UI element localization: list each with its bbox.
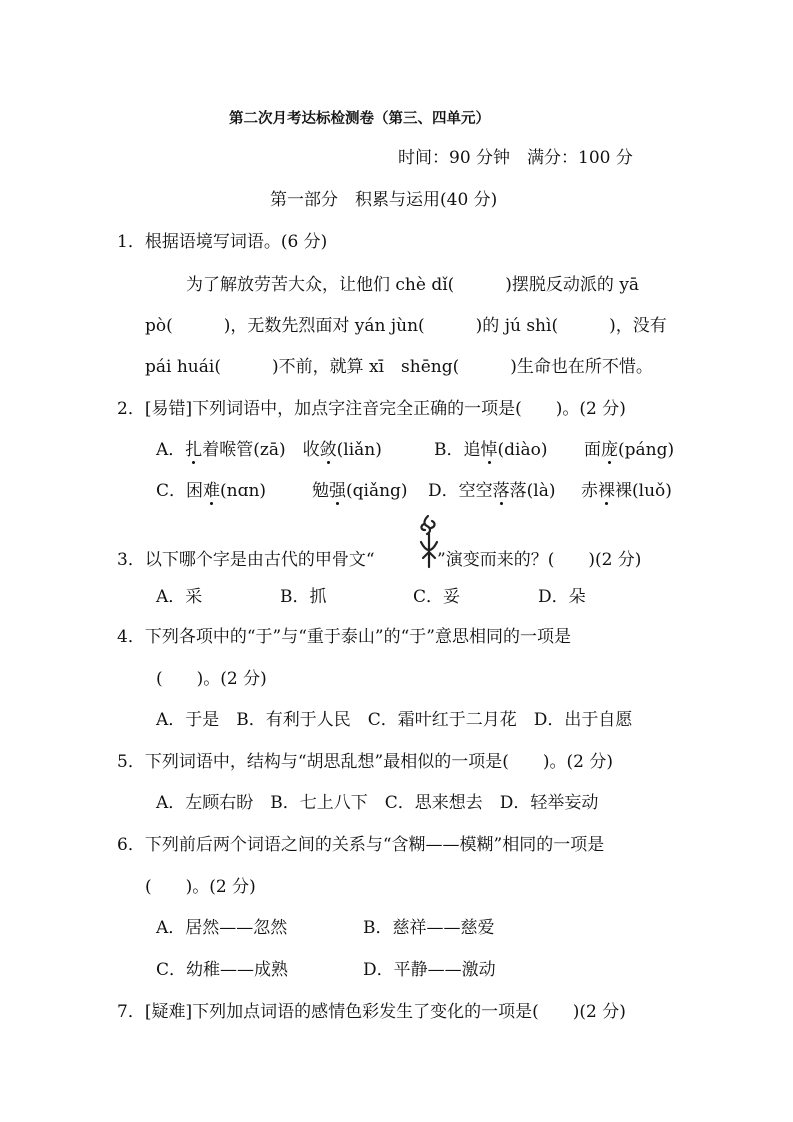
q2-option-a xyxy=(156,440,382,460)
q2-option-d-second-word xyxy=(581,481,672,501)
q4-options: A．于是 B．有利于人民 C．霜叶红于二月花 D．出于自愿 xyxy=(156,710,633,730)
q2-option-d-part: D．空空 xyxy=(428,481,493,501)
q1-line-2: pò( )，无数先烈面对 yán jùn( )的 jú shì( )，没有 xyxy=(145,316,667,336)
q3-stem-part-2: ”演变而来的？( )(2 分) xyxy=(437,550,642,570)
q6-option-a: A．居然——忽然 xyxy=(156,918,288,938)
dotted-char: 难 xyxy=(203,481,221,501)
q6-option-b: B．慈祥——慈爱 xyxy=(363,918,495,938)
q5-options: A．左顾右盼 B．七上八下 C．思来想去 D．轻举妄动 xyxy=(156,793,599,813)
q2-stem: 2．[易错]下列词语中，加点字注音完全正确的一项是( )。(2 分) xyxy=(117,399,626,419)
q2-option-b-part: B．追 xyxy=(434,440,481,460)
q6-stem-cont: ( )。(2 分) xyxy=(145,877,256,897)
q4-stem-cont: ( )。(2 分) xyxy=(156,669,267,689)
q3-option-b: B．抓 xyxy=(280,587,327,607)
q2-option-d-part: 赤 xyxy=(581,481,598,501)
page-title: 第二次月考达标检测卷（第三、四单元） xyxy=(229,110,490,127)
q2-option-c-part: C．困 xyxy=(156,481,204,501)
q6-option-d: D．平静——激动 xyxy=(363,960,496,980)
q3-option-c: C．妥 xyxy=(413,587,461,607)
q2-option-b-part: (diào) xyxy=(497,440,548,460)
q2-option-c-part: 勉 xyxy=(312,481,329,501)
q2-option-a-part: 着喉管(zā) 收 xyxy=(202,440,320,460)
q1-line-1: 为了解放劳苦大众，让他们 chè dǐ( )摆脱反动派的 yā xyxy=(186,275,640,295)
dotted-char: 庞 xyxy=(601,440,618,460)
dotted-char: 悼 xyxy=(480,440,498,460)
dotted-char: 强 xyxy=(329,481,346,501)
q2-option-c-part: (nɑn) xyxy=(220,481,267,501)
q2-option-b xyxy=(434,440,547,460)
q2-option-b-second-word xyxy=(584,440,674,460)
exam-time-info: 时间：90 分钟 满分：100 分 xyxy=(398,148,633,168)
q7-stem: 7．[疑难]下列加点词语的感情色彩发生了变化的一项是( )(2 分) xyxy=(117,1002,626,1022)
dotted-char: 扎 xyxy=(185,440,203,460)
q3-stem-part-1: 3．以下哪个字是由古代的甲骨文“ xyxy=(117,550,375,570)
q2-option-a-part: (liǎn) xyxy=(336,440,382,460)
q2-option-d-part: 落(là) xyxy=(509,481,556,501)
q2-option-d-part: 裸(luǒ) xyxy=(615,481,672,501)
dotted-char: 裸 xyxy=(598,481,615,501)
q2-option-c-second-word xyxy=(312,481,408,501)
section-heading: 第一部分 积累与运用(40 分) xyxy=(270,190,498,210)
q3-option-a: A．采 xyxy=(156,587,203,607)
q3-option-d: D．朵 xyxy=(538,587,586,607)
q4-stem: 4．下列各项中的“于”与“重于泰山”的“于”意思相同的一项是 xyxy=(117,627,571,647)
dotted-char: 落 xyxy=(492,481,510,501)
q2-option-a-part: A． xyxy=(156,440,186,460)
q2-option-b-part: (páng) xyxy=(618,440,675,460)
q6-option-c: C．幼稚——成熟 xyxy=(156,960,289,980)
q2-option-c-part: (qiǎng) xyxy=(346,481,408,501)
q6-stem: 6．下列前后两个词语之间的关系与“含糊——模糊”相同的一项是 xyxy=(117,835,605,855)
q2-option-c xyxy=(156,481,266,501)
q5-stem: 5．下列词语中，结构与“胡思乱想”最相似的一项是( )。(2 分) xyxy=(117,752,613,772)
dotted-char: 敛 xyxy=(319,440,337,460)
q2-option-d xyxy=(428,481,555,501)
q2-option-b-part: 面 xyxy=(584,440,601,460)
q1-stem: 1．根据语境写词语。(6 分) xyxy=(117,232,328,252)
q1-line-3: pái huái( )不前，就算 xī shēng( )生命也在所不惜。 xyxy=(145,357,653,377)
